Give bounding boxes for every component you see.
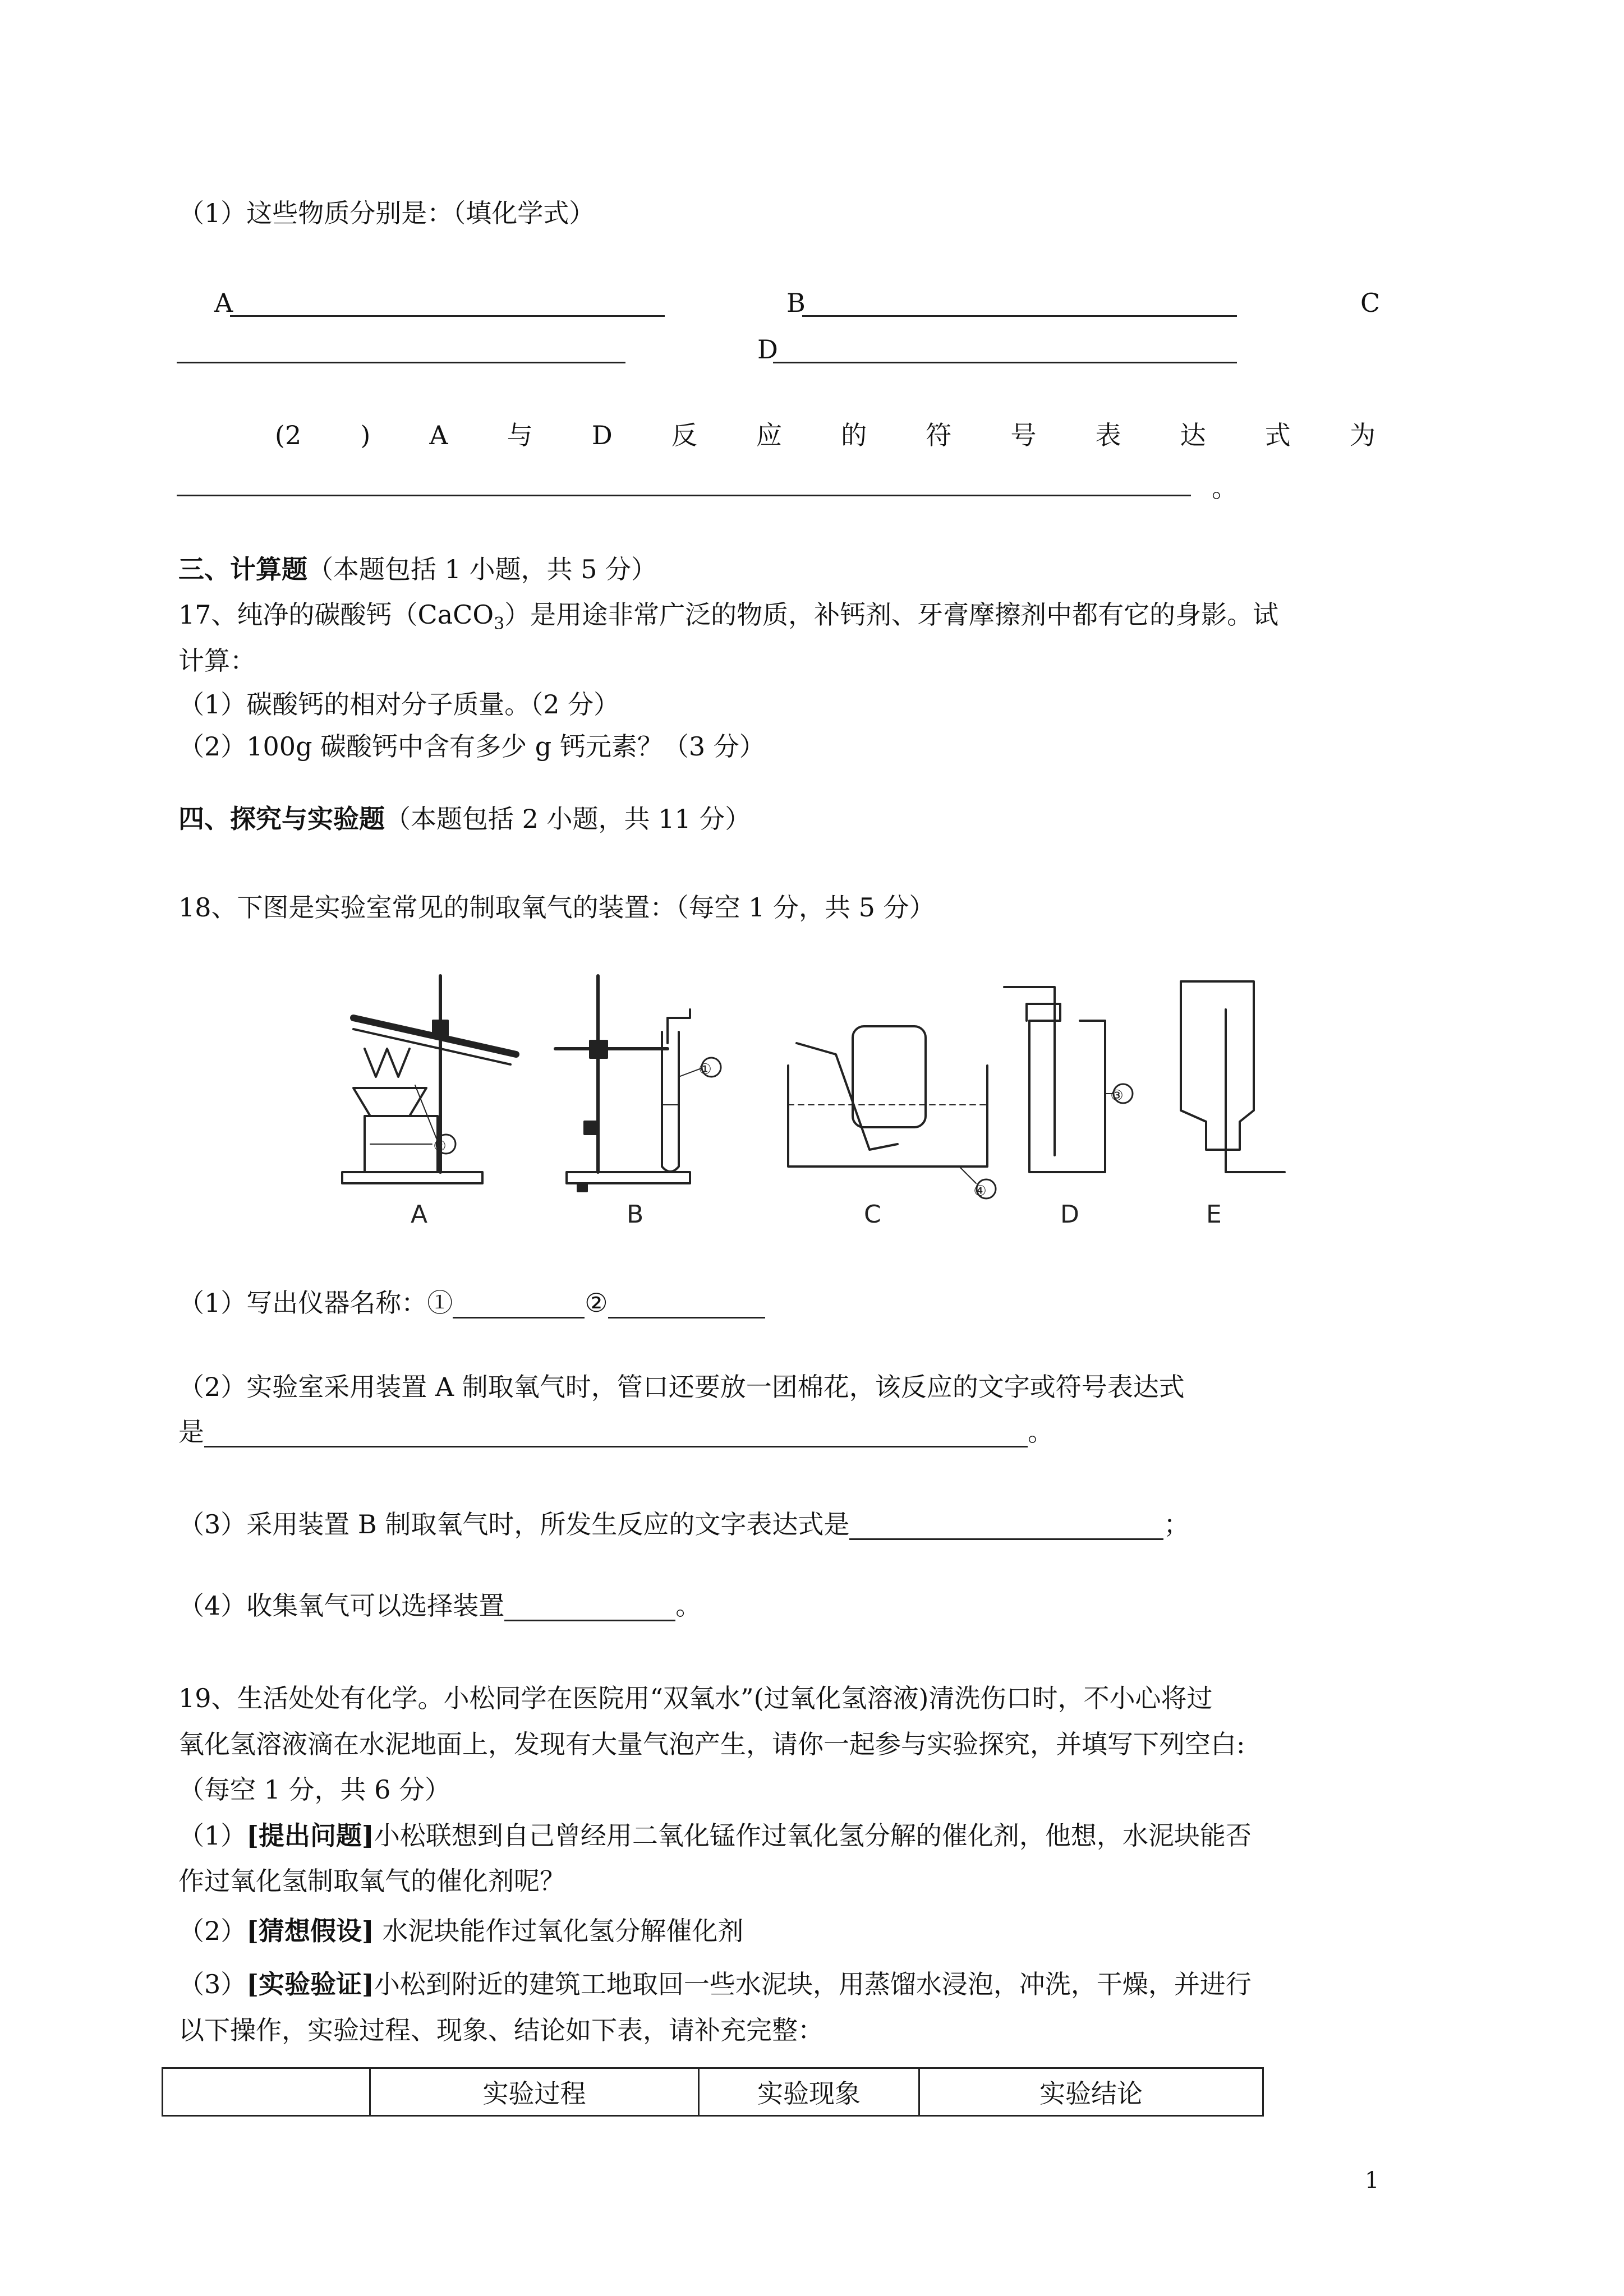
lamp-top-a <box>353 1088 426 1116</box>
table-header-process: 实验过程 <box>370 2068 699 2116</box>
circle-number-3: ③ <box>1110 1087 1124 1104</box>
circle-number-2: ② <box>433 1138 447 1155</box>
trough-c <box>788 1066 987 1167</box>
q19-part1-tag: [提出问题] <box>246 1820 374 1851</box>
q19-part3-line2: 以下操作，实验过程、现象、结论如下表，请补充完整： <box>178 2015 823 2045</box>
q19-part2 <box>178 1915 743 1947</box>
section3-title: 三、计算题 <box>178 554 307 584</box>
q18-part2-end: 。 <box>1028 1417 1053 1447</box>
table-header-empty <box>163 2068 370 2116</box>
q19-part3-tag: [实验验证] <box>246 1969 374 1999</box>
q17-part1: （1）碳酸钙的相对分子质量。（2 分） <box>178 689 620 720</box>
q16-answer-a-blank[interactable] <box>230 315 665 317</box>
leader-line-4 <box>959 1167 976 1183</box>
table-header-conclusion: 实验结论 <box>919 2068 1263 2116</box>
q16-answer-c-label: C <box>1360 288 1381 318</box>
apparatus-b <box>555 976 721 1191</box>
table-header-phenomenon: 实验现象 <box>699 2068 919 2116</box>
q18-part2-line1: （2）实验室采用装置 A 制取氧气时，管口还要放一团棉花，该反应的文字或符号表达式 <box>178 1372 1185 1402</box>
q17-formula-subscript: 3 <box>494 614 505 634</box>
gas-bottle-e <box>1181 981 1254 1150</box>
section4-heading <box>178 803 751 835</box>
q16-part2-char: 表 <box>1095 420 1121 450</box>
q18-part3-label: （3）采用装置 B 制取氧气时，所发生反应的文字表达式是 <box>178 1509 850 1539</box>
experiment-table <box>162 2067 1264 2117</box>
q19-part2-text: 水泥块能作过氧化氢分解催化剂 <box>374 1916 744 1946</box>
q18-part3-end: ； <box>1163 1509 1190 1539</box>
q17-stem-line1 <box>178 599 1278 640</box>
q16-part2-char: 为 <box>1349 420 1375 450</box>
oxygen-apparatus-figure <box>331 965 1290 1234</box>
ring-clamp-b <box>585 1122 597 1134</box>
leader-line-2 <box>415 1085 438 1141</box>
delivery-tube-e <box>1226 1009 1285 1172</box>
q18-part3-blank[interactable] <box>849 1510 1163 1540</box>
q19-part1-text: 小松联想到自己曾经用二氧化锰作过氧化氢分解的催化剂，他想，水泥块能否 <box>374 1820 1252 1851</box>
q18-part4 <box>178 1590 701 1621</box>
q18-part4-end: 。 <box>675 1590 702 1621</box>
q16-part1-label: （1）这些物质分别是：（填化学式） <box>178 198 595 228</box>
circle-number-4: ④ <box>973 1183 987 1200</box>
q19-part1-line1 <box>178 1820 1252 1851</box>
apparatus-a <box>342 976 516 1183</box>
q19-part3-line1 <box>178 1968 1252 2000</box>
q18-part2-blank[interactable] <box>204 1418 1028 1447</box>
q18-part1-label: （1）写出仪器名称：① <box>178 1288 453 1318</box>
q19-stem-line1: 19、生活处处有化学。小松同学在医院用“双氧水”(过氧化氢溶液)清洗伤口时，不小心将过 <box>178 1683 1213 1713</box>
figure-label-a: A <box>411 1200 428 1229</box>
stand-base-b <box>567 1172 690 1183</box>
q17-part2: （2）100g 碳酸钙中含有多少 g 钙元素？（3 分） <box>178 731 765 762</box>
q16-answer-b-label: B <box>786 288 806 318</box>
q16-part2-char: 符 <box>926 420 952 450</box>
apparatus-e <box>1181 981 1285 1172</box>
tripod-wire-a <box>365 1049 410 1077</box>
q18-part1 <box>178 1287 765 1318</box>
delivery-tube-c <box>797 1043 898 1150</box>
q16-part2-char: 与 <box>507 420 533 450</box>
q16-part2-char: 应 <box>756 420 783 450</box>
figure-label-c: C <box>864 1200 881 1229</box>
test-tube-b <box>662 1032 679 1172</box>
q19-part1-prefix: （1） <box>178 1820 247 1851</box>
q16-part2-blank[interactable] <box>177 495 1191 496</box>
clamp-b <box>590 1041 607 1058</box>
section3-heading <box>178 554 657 585</box>
q16-part2-char: 号 <box>1010 420 1037 450</box>
q19-part2-tag: [猜想假设] <box>246 1916 374 1946</box>
q16-part2-char: 反 <box>671 420 697 450</box>
q18-stem: 18、下图是实验室常见的制取氧气的装置：（每空 1 分，共 5 分） <box>178 892 935 923</box>
q17-stem-text: 17、纯净的碳酸钙（CaCO <box>178 600 494 630</box>
apparatus-c <box>788 1026 996 1198</box>
q16-part2-line <box>275 419 1375 451</box>
figure-label-e: E <box>1206 1200 1222 1229</box>
q16-part2-char: 达 <box>1180 420 1206 450</box>
q19-part2-prefix: （2） <box>178 1916 247 1946</box>
q17-stem-line2: 计算： <box>178 646 256 676</box>
q18-part1-mid: ② <box>585 1288 608 1318</box>
q16-answer-a-label: A <box>214 288 233 318</box>
q16-part2-period: 。 <box>1212 473 1237 503</box>
gas-bottle-d <box>1027 1004 1105 1172</box>
q19-stem-line3: （每空 1 分，共 6 分） <box>178 1774 451 1805</box>
page-number: 1 <box>1365 2168 1379 2193</box>
q19-part1-line2: 作过氧化氢制取氧气的催化剂呢？ <box>178 1866 565 1896</box>
figure-label-d: D <box>1060 1200 1079 1229</box>
q19-stem-line2: 氧化氢溶液滴在水泥地面上，发现有大量气泡产生，请你一起参与实验探究，并填写下列空白: <box>178 1729 1245 1759</box>
section4-note: （本题包括 2 小题，共 11 分） <box>385 804 751 834</box>
stand-base-a <box>342 1172 482 1183</box>
q18-part2-start: 是 <box>178 1417 204 1447</box>
q16-answer-d-blank[interactable] <box>773 362 1237 363</box>
q16-answer-c-blank[interactable] <box>177 362 625 363</box>
figure-label-b: B <box>627 1200 644 1229</box>
q16-part2-char: 式 <box>1264 420 1291 450</box>
q19-part3-prefix: （3） <box>178 1969 247 1999</box>
q16-part2-char: (2 <box>275 420 302 450</box>
q16-part2-char: ) <box>360 420 371 450</box>
q17-stem-text-2: ）是用途非常广泛的物质，补钙剂、牙膏摩擦剂中都有它的身影。试 <box>504 600 1279 630</box>
section4-title: 四、探究与实验题 <box>178 804 385 834</box>
gas-jar-c <box>853 1026 926 1127</box>
q18-part3 <box>178 1509 1189 1540</box>
leader-line-1 <box>679 1068 701 1077</box>
q16-answer-d-label: D <box>757 334 778 365</box>
q18-part4-blank[interactable] <box>504 1592 675 1621</box>
apparatus-d <box>1004 987 1133 1172</box>
delivery-tube-b <box>668 1009 690 1018</box>
q18-part4-label: （4）收集氧气可以选择装置 <box>178 1590 505 1621</box>
q16-part2-char: 的 <box>841 420 867 450</box>
q19-part3-text: 小松到附近的建筑工地取回一些水泥块，用蒸馏水浸泡，冲洗，干燥，并进行 <box>374 1969 1252 1999</box>
q16-part2-char: D <box>591 420 613 450</box>
section3-note: （本题包括 1 小题，共 5 分） <box>307 554 657 584</box>
circle-number-1: ① <box>698 1061 712 1078</box>
instrument-1-blank[interactable] <box>453 1289 585 1318</box>
stand-foot-b <box>578 1183 587 1191</box>
table-header-row <box>163 2068 1263 2116</box>
instrument-2-blank[interactable] <box>608 1289 765 1318</box>
q16-answer-b-blank[interactable] <box>802 315 1237 317</box>
q18-part2-line2 <box>178 1416 1053 1447</box>
q16-part2-char: A <box>429 420 448 450</box>
